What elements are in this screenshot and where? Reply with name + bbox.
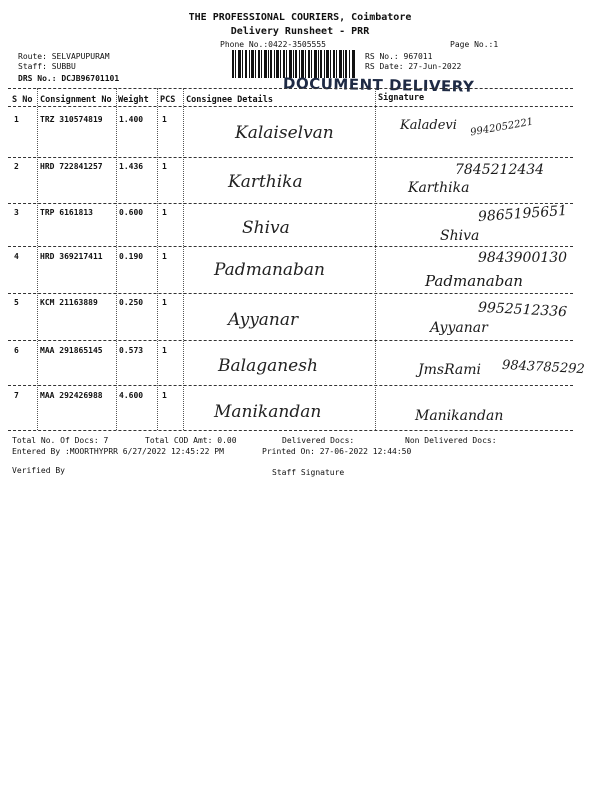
recipient-signature: Ayyanar (430, 320, 488, 336)
recipient-phone: 9952512336 (477, 299, 568, 321)
recipient-signature: Kaladevi (400, 118, 457, 133)
row-sno: 7 (14, 391, 19, 400)
row-weight: 0.190 (119, 252, 144, 261)
column-divider (37, 88, 38, 430)
row-sno: 5 (14, 298, 19, 307)
recipient-signature: Padmanaban (425, 272, 523, 290)
column-consignment: Consignment No (40, 95, 112, 105)
header-top-rule (8, 88, 573, 89)
row-sno: 3 (14, 208, 19, 217)
column-divider (116, 88, 117, 430)
recipient-signature: JmsRami (418, 362, 482, 378)
recipient-phone: 9865195651 (477, 202, 568, 226)
consignee-name: Shiva (242, 218, 290, 238)
recipient-phone: 9942052221 (469, 116, 535, 139)
phone-number: Phone No.:0422-3505555 (220, 40, 326, 49)
column-weight: Weight (118, 95, 149, 105)
delivered-docs: Delivered Docs: (282, 436, 355, 445)
rs-number: RS No.: 967011 (365, 52, 433, 61)
consignee-name: Manikandan (214, 402, 322, 422)
row-consignment: HRD 369217411 (40, 252, 103, 261)
staff: Staff: SUBBU (18, 62, 76, 71)
row-weight: 0.600 (119, 208, 144, 217)
column-divider (375, 88, 376, 430)
row-separator (8, 157, 573, 158)
row-consignment: MAA 292426988 (40, 391, 103, 400)
row-weight: 1.400 (119, 115, 144, 124)
row-sno: 2 (14, 162, 19, 171)
consignee-name: Ayyanar (228, 310, 299, 330)
row-separator (8, 340, 573, 341)
consignee-name: Balaganesh (218, 356, 318, 376)
document-delivery-stamp: DOCUMENT DELIVERY (282, 74, 475, 96)
entered-by: Entered By :MOORTHYPRR 6/27/2022 12:45:22 PM (12, 447, 224, 456)
table-bottom-rule (8, 430, 573, 431)
row-weight: 0.250 (119, 298, 144, 307)
column-signature: Signature (378, 93, 425, 103)
consignee-name: Karthika (228, 172, 303, 192)
column-consignee: Consignee Details (186, 95, 273, 105)
total-docs: Total No. Of Docs: 7 (12, 436, 109, 445)
row-pcs: 1 (162, 208, 167, 217)
company-title: THE PROFESSIONAL COURIERS, Coimbatore (188, 12, 412, 23)
row-pcs: 1 (162, 391, 167, 400)
route: Route: SELVAPUPURAM (18, 52, 110, 61)
printed-on: Printed On: 27-06-2022 12:44:50 (262, 447, 412, 456)
row-consignment: TRZ 310574819 (40, 115, 103, 124)
row-consignment: TRP 6161813 (40, 208, 93, 217)
column-divider (157, 88, 158, 430)
row-separator (8, 246, 573, 247)
row-consignment: HRD 722841257 (40, 162, 103, 171)
verified-by: Verified By (12, 466, 65, 475)
consignee-name: Kalaiselvan (235, 123, 334, 143)
row-separator (8, 203, 573, 204)
row-sno: 1 (14, 115, 19, 124)
recipient-phone: 7845212434 (455, 162, 545, 178)
recipient-signature: Shiva (440, 228, 480, 244)
row-weight: 4.600 (119, 391, 144, 400)
row-separator (8, 293, 573, 294)
recipient-signature: Karthika (408, 180, 470, 196)
recipient-phone: 9843900130 (478, 250, 568, 266)
column-sno: S No (12, 95, 33, 105)
page-number: Page No.:1 (450, 40, 499, 49)
row-consignment: KCM 21163889 (40, 298, 98, 307)
row-consignment: MAA 291865145 (40, 346, 103, 355)
row-sno: 6 (14, 346, 19, 355)
row-pcs: 1 (162, 252, 167, 261)
header-bottom-rule (8, 106, 573, 107)
row-pcs: 1 (162, 298, 167, 307)
column-divider (183, 88, 184, 430)
non-delivered-docs: Non Delivered Docs: (405, 436, 497, 445)
row-weight: 1.436 (119, 162, 144, 171)
row-separator (8, 385, 573, 386)
row-pcs: 1 (162, 346, 167, 355)
row-pcs: 1 (162, 115, 167, 124)
staff-signature-label: Staff Signature (272, 468, 345, 477)
recipient-signature: Manikandan (415, 408, 504, 424)
row-sno: 4 (14, 252, 19, 261)
recipient-phone: 9843785292 (501, 357, 586, 378)
total-cod: Total COD Amt: 0.00 (145, 436, 237, 445)
row-weight: 0.573 (119, 346, 144, 355)
document-title: Delivery Runsheet - PRR (230, 26, 370, 37)
column-pcs: PCS (160, 95, 176, 105)
row-pcs: 1 (162, 162, 167, 171)
drs-number: DRS No.: DCJB96701101 (18, 74, 120, 83)
rs-date: RS Date: 27-Jun-2022 (365, 62, 462, 71)
consignee-name: Padmanaban (214, 260, 325, 280)
